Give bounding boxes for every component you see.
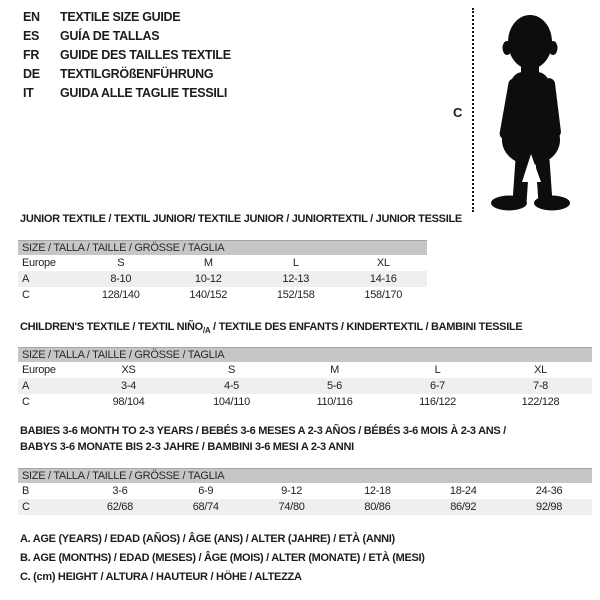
cell: 110/116 bbox=[316, 396, 353, 408]
cell: L bbox=[434, 364, 441, 376]
table-row bbox=[18, 483, 592, 499]
row-label: C bbox=[22, 501, 30, 513]
cell: 104/110 bbox=[213, 396, 250, 408]
row-label: A bbox=[22, 273, 30, 285]
cell: 6-7 bbox=[430, 380, 445, 392]
row-label: Europe bbox=[22, 257, 56, 269]
junior-size-table bbox=[18, 240, 427, 303]
cell: 116/122 bbox=[419, 396, 456, 408]
cell: 6-9 bbox=[198, 485, 214, 497]
footnotes bbox=[20, 530, 425, 587]
cell: 12-18 bbox=[364, 485, 391, 497]
table-row bbox=[18, 255, 427, 271]
cell: M bbox=[330, 364, 339, 376]
junior-section-title: JUNIOR TEXTILE / TEXTIL JUNIOR/ TEXTILE JUNIOR / JUNIORTEXTIL / JUNIOR TESSILE bbox=[20, 213, 462, 225]
row-label: A bbox=[22, 380, 30, 392]
row-label: B bbox=[22, 485, 30, 497]
cell: S bbox=[117, 257, 125, 269]
cell: L bbox=[292, 257, 299, 269]
language-title: GUÍA DE TALLAS bbox=[60, 28, 160, 43]
footnote-b: B. AGE (MONTHS) / EDAD (MESES) / ÂGE (MOIS) / ALTER (MONATE) / ETÀ (MESI) bbox=[20, 552, 425, 564]
cell: XL bbox=[376, 257, 390, 269]
table-row bbox=[18, 362, 592, 378]
cell: 8-10 bbox=[110, 273, 132, 285]
cell: 12-13 bbox=[282, 273, 310, 285]
row-label: C bbox=[22, 289, 30, 301]
cell: 128/140 bbox=[101, 289, 140, 301]
table-row bbox=[18, 394, 592, 410]
babies-size-table bbox=[18, 468, 592, 515]
language-code: IT bbox=[23, 85, 34, 100]
babies-title-line1: BABIES 3-6 MONTH TO 2-3 YEARS / BEBÉS 3-6 MESES A 2-3 AÑOS / BÉBÉS 3-6 MOIS À 2-3 ANS / bbox=[20, 425, 506, 437]
cell: 10-12 bbox=[194, 273, 222, 285]
height-dotted-line bbox=[472, 8, 474, 212]
cell: 18-24 bbox=[449, 485, 477, 497]
cell: XL bbox=[534, 364, 547, 376]
language-code: DE bbox=[23, 66, 40, 81]
footnote-a: A. AGE (YEARS) / EDAD (AÑOS) / ÂGE (ANS) / ALTER (JAHRE) / ETÀ (ANNI) bbox=[20, 533, 395, 545]
cell: 140/152 bbox=[189, 289, 228, 301]
language-code: FR bbox=[23, 47, 40, 62]
height-marker-label: C bbox=[453, 105, 463, 120]
language-code: EN bbox=[23, 9, 40, 24]
size-header-bar: SIZE / TALLA / TAILLE / GRÖSSE / TAGLIA bbox=[18, 468, 592, 483]
language-title: GUIDE DES TAILLES TEXTILE bbox=[60, 47, 231, 62]
cell: 80/86 bbox=[364, 501, 391, 513]
language-row bbox=[23, 7, 231, 26]
children-title-text: CHILDREN'S TEXTILE / TEXTIL NIÑO bbox=[20, 321, 203, 333]
children-title-sub: /A bbox=[202, 326, 211, 336]
children-section-title bbox=[20, 321, 522, 335]
row-label: Europe bbox=[22, 364, 56, 376]
cell: 74/80 bbox=[278, 501, 305, 513]
cell: XS bbox=[121, 364, 136, 376]
language-title: GUIDA ALLE TAGLIE TESSILI bbox=[60, 85, 228, 100]
size-header-bar: SIZE / TALLA / TAILLE / GRÖSSE / TAGLIA bbox=[18, 347, 592, 362]
language-row bbox=[23, 45, 231, 64]
cell: 14-16 bbox=[369, 273, 397, 285]
table-row bbox=[18, 271, 427, 287]
cell: 86/92 bbox=[450, 501, 477, 513]
cell: 122/128 bbox=[521, 396, 560, 408]
cell: 4-5 bbox=[224, 380, 239, 392]
cell: M bbox=[203, 257, 213, 269]
language-row bbox=[23, 83, 231, 102]
language-code: ES bbox=[23, 28, 40, 43]
children-title-text: / TEXTILE DES ENFANTS / KINDERTEXTIL / BAMBINI TESSILE bbox=[210, 321, 523, 333]
cell: 5-6 bbox=[327, 380, 342, 392]
table-row bbox=[18, 499, 592, 515]
table-row bbox=[18, 287, 427, 303]
cell: 158/170 bbox=[364, 289, 403, 301]
language-header bbox=[23, 7, 231, 102]
row-label: C bbox=[22, 396, 30, 408]
cell: 98/104 bbox=[112, 396, 145, 408]
cell: 68/74 bbox=[192, 501, 219, 513]
language-row bbox=[23, 64, 231, 83]
babies-section-title bbox=[20, 423, 506, 455]
toddler-silhouette-icon bbox=[484, 6, 576, 212]
language-title: TEXTILGRÖßENFÜHRUNG bbox=[60, 66, 214, 81]
cell: 92/98 bbox=[536, 501, 563, 513]
size-header-bar: SIZE / TALLA / TAILLE / GRÖSSE / TAGLIA bbox=[18, 240, 427, 255]
language-title: TEXTILE SIZE GUIDE bbox=[60, 9, 181, 24]
babies-title-line2: BABYS 3-6 MONATE BIS 2-3 JAHRE / BAMBINI 3-6 MESI A 2-3 ANNI bbox=[20, 441, 354, 453]
footnote-c: C. (cm) HEIGHT / ALTURA / HAUTEUR / HÖHE / ALTEZZA bbox=[20, 571, 302, 583]
cell: 3-6 bbox=[112, 485, 128, 497]
cell: 9-12 bbox=[281, 485, 302, 497]
table-row bbox=[18, 378, 592, 394]
cell: 62/68 bbox=[106, 501, 133, 513]
cell: 7-8 bbox=[533, 380, 548, 392]
children-size-table bbox=[18, 347, 592, 410]
cell: 3-4 bbox=[121, 380, 136, 392]
cell: S bbox=[227, 364, 236, 376]
language-row bbox=[23, 26, 231, 45]
cell: 24-36 bbox=[535, 485, 563, 497]
cell: 152/158 bbox=[276, 289, 315, 301]
